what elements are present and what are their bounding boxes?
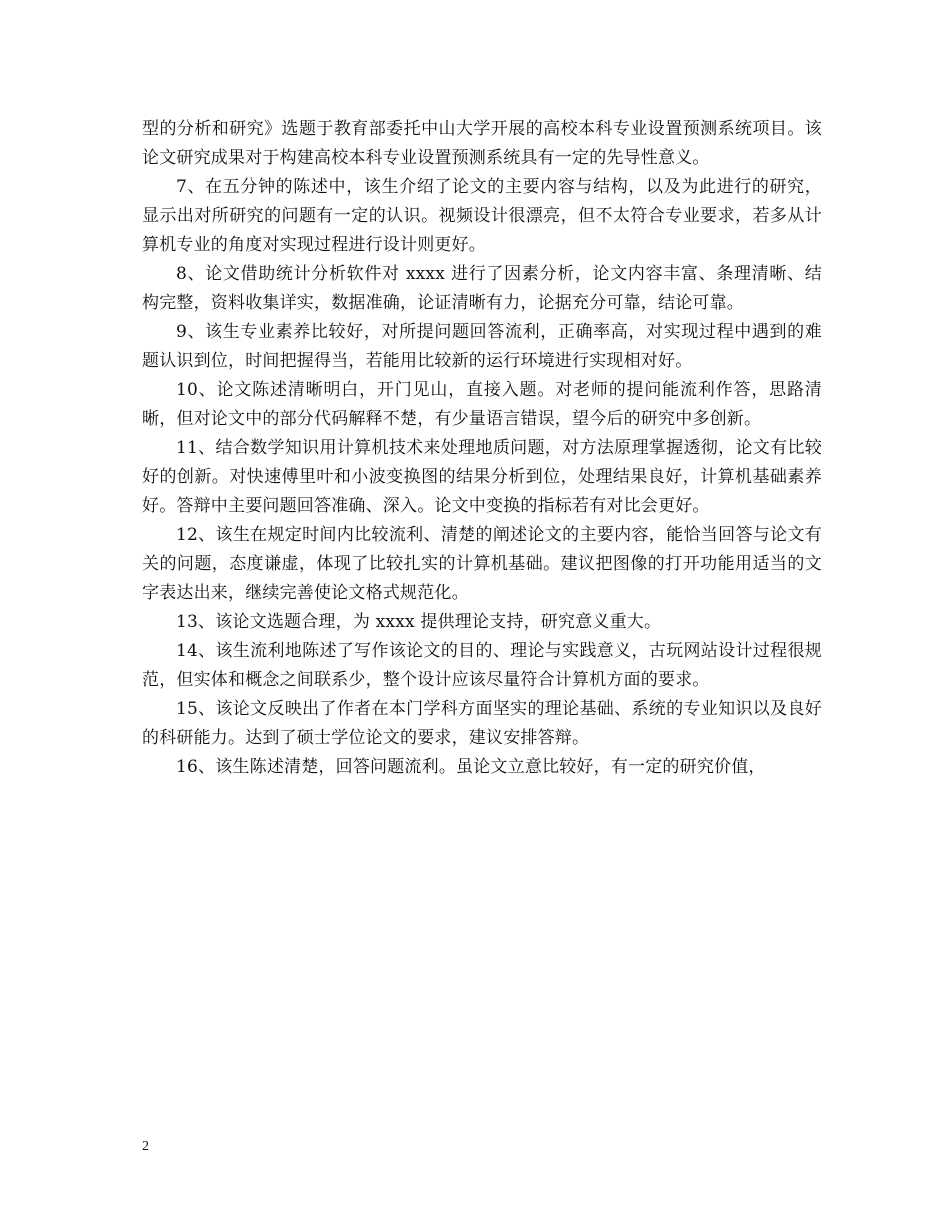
paragraph-item-8: 8、论文借助统计分析软件对 xxxx 进行了因素分析，论文内容丰富、条理清晰、结构完整，资料收集详实，数据准确，论证清晰有力，论据充分可靠，结论可靠。 — [142, 264, 822, 313]
paragraph-item-11: 11、结合数学知识用计算机技术来处理地质问题，对方法原理掌握透彻，论文有比较好的创新。对快速傅里叶和小波变换图的结果分析到位，处理结果良好，计算机基础素养好。答辩中主要问题回答准确、深入。论文中变换的指标若有对比会更好。 — [142, 438, 822, 516]
paragraph-continuation: 型的分析和研究》选题于教育部委托中山大学开展的高校本科专业设置预测系统项目。该论文研究成果对于构建高校本科专业设置预测系统具有一定的先导性意义。 — [142, 119, 822, 168]
paragraph-item-12: 12、该生在规定时间内比较流利、清楚的阐述论文的主要内容，能恰当回答与论文有关的问题，态度谦虚，体现了比较扎实的计算机基础。建议把图像的打开功能用适当的文字表达出来，继续完善使论文格式规范化。 — [142, 525, 822, 603]
paragraph-item-7: 7、在五分钟的陈述中，该生介绍了论文的主要内容与结构，以及为此进行的研究，显示出对所研究的问题有一定的认识。视频设计很漂亮，但不太符合专业要求，若多从计算机专业的角度对实现过程进行设计则更好。 — [142, 177, 822, 255]
paragraph-item-15: 15、该论文反映出了作者在本门学科方面坚实的理论基础、系统的专业知识以及良好的科研能力。达到了硕士学位论文的要求，建议安排答辩。 — [142, 699, 822, 748]
page-number: 2 — [142, 1139, 149, 1154]
paragraph-item-13: 13、该论文选题合理，为 xxxx 提供理论支持，研究意义重大。 — [176, 612, 662, 632]
paragraph-item-16: 16、该生陈述清楚，回答问题流利。虽论文立意比较好，有一定的研究价值， — [176, 757, 766, 777]
paragraph-item-10: 10、论文陈述清晰明白，开门见山，直接入题。对老师的提问能流利作答，思路清晰，但对论文中的部分代码解释不楚，有少量语言错误，望今后的研究中多创新。 — [142, 380, 822, 429]
paragraph-item-9: 9、该生专业素养比较好，对所提问题回答流利，正确率高，对实现过程中遇到的难题认识到位，时间把握得当，若能用比较新的运行环境进行实现相对好。 — [142, 322, 822, 371]
document-body — [142, 115, 822, 782]
paragraph-item-14: 14、该生流利地陈述了写作该论文的目的、理论与实践意义，古玩网站设计过程很规范，但实体和概念之间联系少，整个设计应该尽量符合计算机方面的要求。 — [142, 641, 822, 690]
